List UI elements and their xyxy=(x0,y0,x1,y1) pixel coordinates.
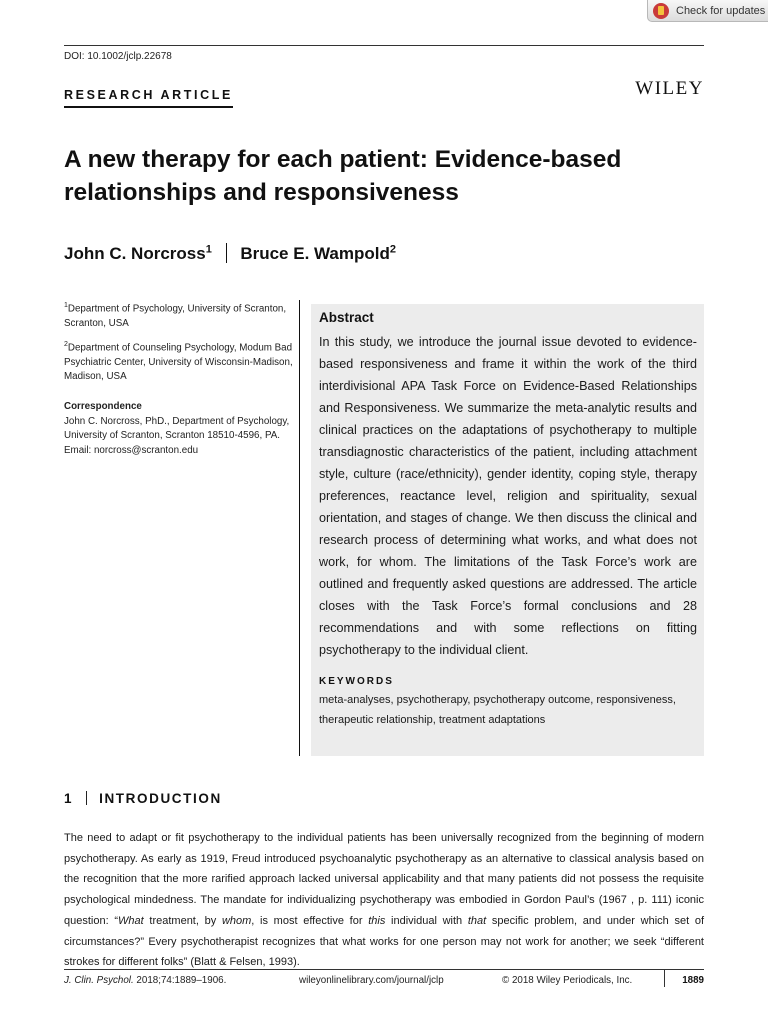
column-divider xyxy=(299,300,300,756)
footer-citation xyxy=(64,975,226,986)
check-for-updates-button[interactable] xyxy=(647,0,768,22)
body-text: The need to adapt or fit psychotherapy to the individual patients has been universally recognized from the beginning of modern psychotherapy. As early as 1919, Freud introduced psychoanalytic psychotherapy as an alternative to classical analysis based on the recognition that the more rarified approach lacked universal applicability and that many patients did not possess the requisite psychological mindedness. The mandate for individualizing psychotherapy was embodied in Gordon Paul’s (1967 , p. 111) iconic question: “ xyxy=(64,832,704,927)
crossmark-icon xyxy=(653,3,669,19)
affiliation-text: Department of Psychology, University of Scranton, Scranton, USA xyxy=(64,303,287,329)
doi: DOI: 10.1002/jclp.22678 xyxy=(64,51,172,62)
footer-separator xyxy=(664,969,665,987)
body-text: , is most effective for xyxy=(251,914,369,927)
correspondence-heading: Correspondence xyxy=(64,401,142,413)
footer-journal: J. Clin. Psychol. xyxy=(64,975,134,986)
header-rule xyxy=(64,45,704,46)
body-text: treatment, by xyxy=(143,914,222,927)
correspondence-address: John C. Norcross, PhD., Department of Psychology, University of Scranton, Scranton 18510-4596, PA. xyxy=(64,415,290,442)
abstract-text: In this study, we introduce the journal issue devoted to evidence-based responsiveness and frame it within the work of the third interdivisional APA Task Force on Evidence-Based Relationships and Responsiveness. We summarize the meta-analytic results and clinical practices on the adaptations of psychotherapy to multiple transdiagnostic characteristics of the patient, including attachment style, culture (race/ethnicity), gender identity, coping style, therapy preferences, reactance level, religion and spirituality, sexual orientation, and stages of change. We then discuss the clinical and research process of determining what works, and what does not work, for whom. The limitations of the Task Force’s work are outlined and frequently asked questions are addressed. The article closes with the Task Force’s formal conclusions and 28 recommendations and with some reflections on fitting psychotherapy to the individual client. xyxy=(319,335,697,657)
author-name[interactable]: John C. Norcross xyxy=(64,244,206,263)
abstract-heading: Abstract xyxy=(319,310,374,325)
body-emphasis: What xyxy=(118,914,144,927)
affiliation xyxy=(64,299,296,332)
correspondence-email[interactable]: Email: norcross@scranton.edu xyxy=(64,445,199,457)
body-emphasis: this xyxy=(368,914,386,927)
keywords-text: meta-analyses, psychotherapy, psychotherapy outcome, responsiveness, therapeutic relationship, treatment adaptations xyxy=(319,694,676,726)
author-affil-ref: 2 xyxy=(389,243,397,256)
body-text: individual with xyxy=(385,914,468,927)
body-text: specific problem, and under which set of circumstances?” Every psychotherapist recognizes that what works for one person may not work for another; we seek “different strokes for different folks” (Blatt & Felsen, 1993). xyxy=(64,914,705,969)
footer-copyright: © 2018 Wiley Periodicals, Inc. xyxy=(502,975,633,986)
affiliation-num: 1 xyxy=(64,302,68,309)
article-type: RESEARCH ARTICLE xyxy=(64,88,233,108)
author-affil-ref: 1 xyxy=(205,243,212,256)
footer-rule xyxy=(64,969,704,970)
footer-url[interactable]: wileyonlinelibrary.com/journal/jclp xyxy=(299,975,444,986)
footer-volume: 2018;74:1889–1906. xyxy=(133,975,227,986)
section-separator xyxy=(86,791,87,805)
author-name[interactable]: Bruce E. Wampold xyxy=(240,244,390,263)
publisher-logo: WILEY xyxy=(635,78,704,99)
body-emphasis: that xyxy=(467,914,487,927)
section-heading xyxy=(64,791,222,806)
author-line xyxy=(64,243,396,264)
affiliation xyxy=(64,338,296,385)
section-title: INTRODUCTION xyxy=(99,791,222,806)
check-for-updates-label: Check for updates xyxy=(676,4,766,17)
affiliation-text: Department of Counseling Psychology, Modum Bad Psychiatric Center, University of Wisconsin-Madison, Madison, USA xyxy=(64,341,293,383)
affiliations xyxy=(64,299,296,459)
intro-paragraph xyxy=(64,828,704,973)
abstract-box xyxy=(311,304,704,756)
section-number: 1 xyxy=(64,791,74,806)
affiliation-num: 2 xyxy=(64,340,68,348)
author-separator xyxy=(226,243,228,263)
body-emphasis: whom xyxy=(221,914,252,927)
article-title: A new therapy for each patient: Evidence-based relationships and responsiveness xyxy=(64,146,622,206)
keywords-heading: KEYWORDS xyxy=(319,676,394,687)
page-number: 1889 xyxy=(682,975,704,986)
